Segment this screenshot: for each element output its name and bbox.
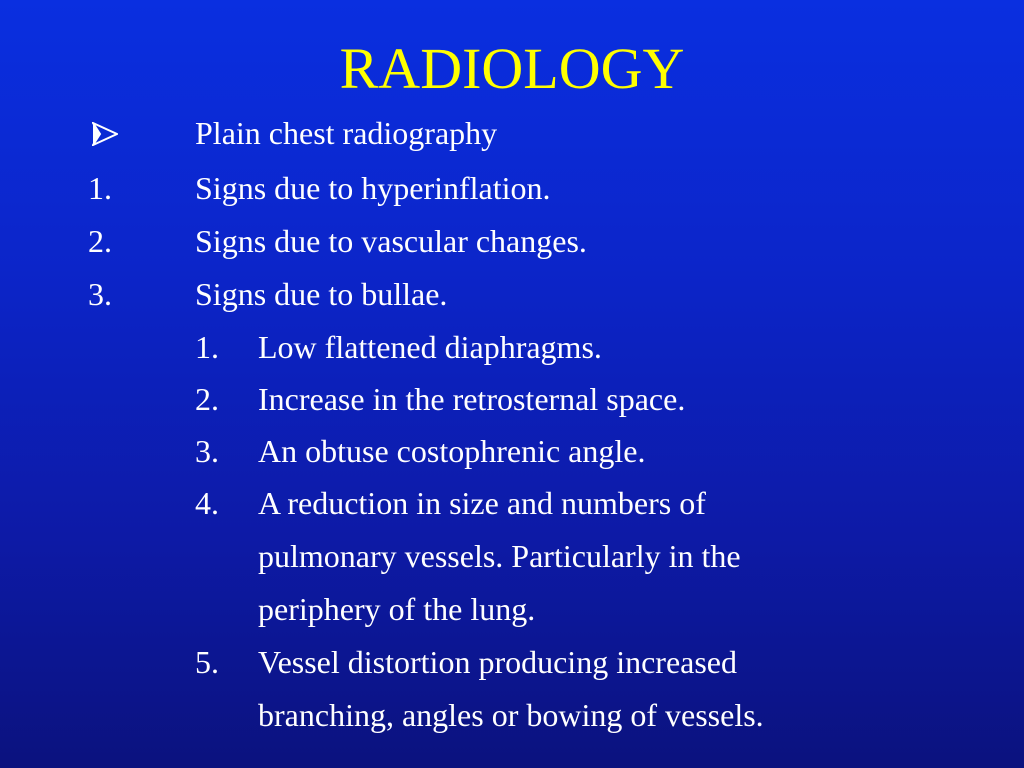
list-item — [0, 168, 1024, 208]
list-item — [0, 274, 1024, 314]
list-marker: 3. — [88, 276, 112, 312]
sub-list-item — [0, 431, 1024, 471]
sub-list-item-text: Low flattened diaphragms. — [258, 329, 602, 365]
heading-text: Plain chest radiography — [195, 115, 498, 151]
list-item-text: Signs due to hyperinflation. — [195, 170, 551, 206]
list-marker: 2. — [88, 223, 112, 259]
sub-list-marker: 1. — [195, 329, 219, 365]
sub-list-item-text: Vessel distortion producing increased — [258, 644, 737, 680]
heading-row — [0, 113, 1024, 153]
sub-list-item — [0, 642, 1024, 682]
sub-list-item-text: branching, angles or bowing of vessels. — [258, 697, 764, 733]
list-item-text: Signs due to bullae. — [195, 276, 448, 312]
list-marker: 1. — [88, 170, 112, 206]
sub-list-marker: 5. — [195, 644, 219, 680]
sub-list-item-text: A reduction in size and numbers of — [258, 485, 706, 521]
sub-list-marker: 4. — [195, 485, 219, 521]
sub-list-item-text: An obtuse costophrenic angle. — [258, 433, 646, 469]
list-item-text: Signs due to vascular changes. — [195, 223, 587, 259]
sub-list-item — [0, 379, 1024, 419]
sub-list-item-continuation — [0, 589, 1024, 629]
sub-list-marker: 3. — [195, 433, 219, 469]
sub-list-item-text: periphery of the lung. — [258, 591, 536, 627]
sub-list-item-continuation — [0, 695, 1024, 735]
slide-title: RADIOLOGY — [339, 36, 685, 101]
sub-list-marker: 2. — [195, 381, 219, 417]
sub-list-item — [0, 327, 1024, 367]
sub-list-item-continuation — [0, 536, 1024, 576]
arrowhead-bullet-icon — [92, 122, 118, 146]
sub-list-item — [0, 483, 1024, 523]
sub-list-item-text: pulmonary vessels. Particularly in the — [258, 538, 741, 574]
list-item — [0, 221, 1024, 261]
sub-list-item-text: Increase in the retrosternal space. — [258, 381, 686, 417]
